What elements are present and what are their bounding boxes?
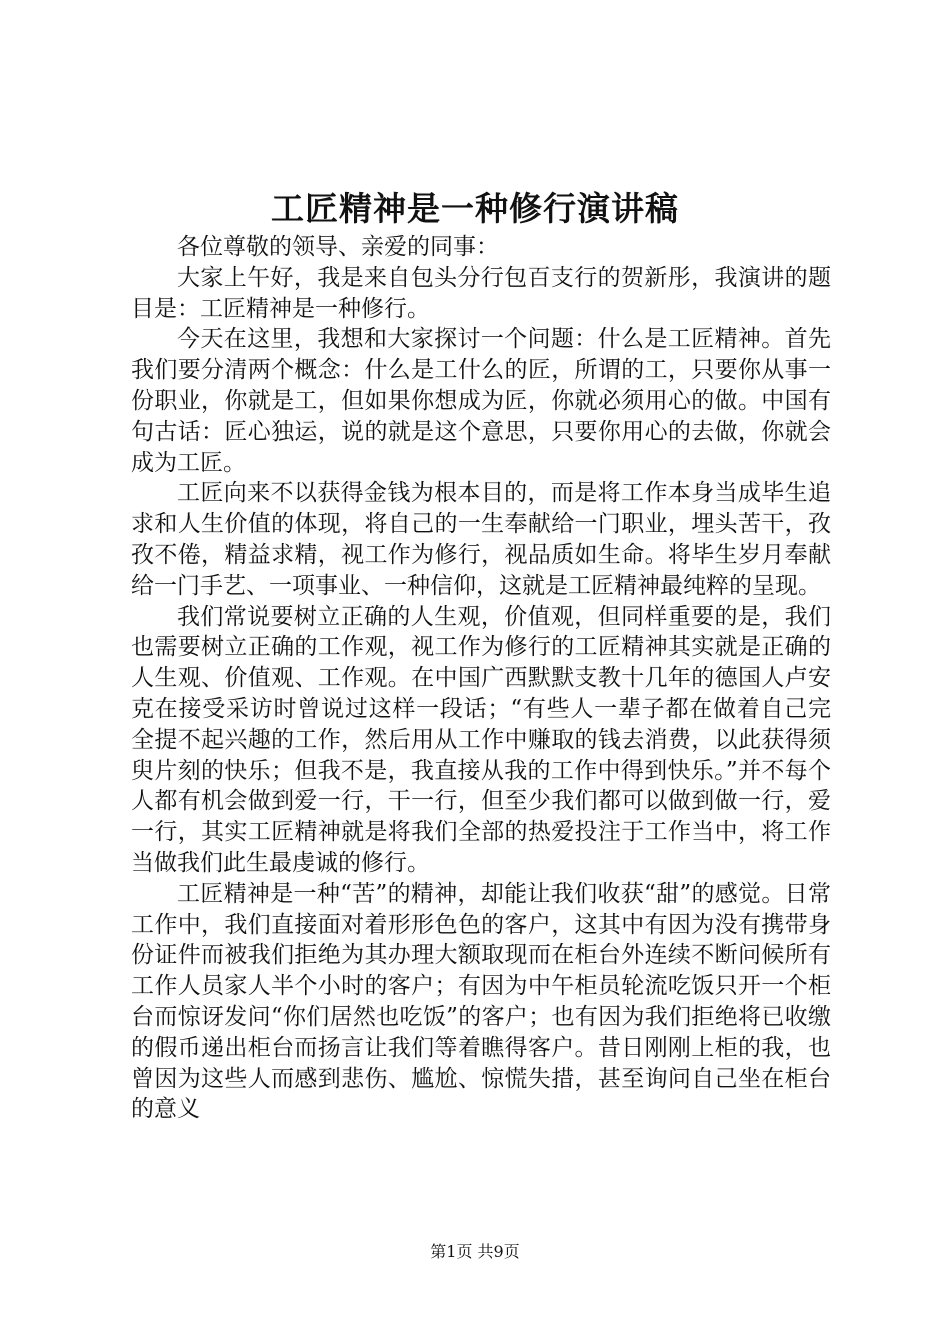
body-paragraph: 今天在这里，我想和大家探讨一个问题：什么是工匠精神。首先我们要分清两个概念：什么是工什么的匠，所谓的工，只要你从事一份职业，你就是工，但如果你想成为匠，你就必须用心的做。中国有句古话：匠心独运，说的就是这个意思，只要你用心的去做，你就会成为工匠。	[131, 326, 831, 476]
body-paragraph: 工匠向来不以获得金钱为根本目的，而是将工作本身当成毕生追求和人生价值的体现，将自己的一生奉献给一门职业，埋头苦干，孜孜不倦，精益求精，视工作为修行，视品质如生命。将毕生岁月奉献给一门手艺、一项事业、一种信仰，这就是工匠精神最纯粹的呈现。	[131, 480, 831, 599]
page-footer: 第1页 共9页	[430, 1242, 520, 1261]
document-title: 工匠精神是一种修行演讲稿	[271, 189, 679, 228]
body-paragraph: 大家上午好，我是来自包头分行包百支行的贺新彤，我演讲的题目是：工匠精神是一种修行。	[131, 264, 831, 322]
body-paragraph: 我们常说要树立正确的人生观，价值观，但同样重要的是，我们也需要树立正确的工作观，视工作为修行的工匠精神其实就是正确的人生观、价值观、工作观。在中国广西默默支教十几年的德国人卢安克在接受采访时曾说过这样一段话；“有些人一辈子都在做着自己完全提不起兴趣的工作，然后用从工作中赚取的钱去消费，以此获得须臾片刻的快乐；但我不是，我直接从我的工作中得到快乐。”并不每个人都有机会做到爱一行，干一行，但至少我们都可以做到做一行，爱一行，其实工匠精神就是将我们全部的热爱投注于工作当中，将工作当做我们此生最虔诚的修行。	[131, 603, 831, 876]
salutation-paragraph: 各位尊敬的领导、亲爱的同事：	[177, 234, 499, 260]
document-body	[131, 232, 831, 1125]
body-paragraph: 工匠精神是一种“苦”的精神，却能让我们收获“甜”的感觉。日常工作中，我们直接面对着形形色色的客户，这其中有因为没有携带身份证件而被我们拒绝为其办理大额取现而在柜台外连续不断问候所有工作人员家人半个小时的客户；有因为中午柜员轮流吃饭只开一个柜台而惊讶发问“你们居然也吃饭”的客户；也有因为我们拒绝将已收缴的假币递出柜台而扬言让我们等着瞧得客户。昔日刚刚上柜的我，也曾因为这些人而感到悲伤、尴尬、惊慌失措，甚至询问自己坐在柜台的意义	[131, 880, 831, 1123]
